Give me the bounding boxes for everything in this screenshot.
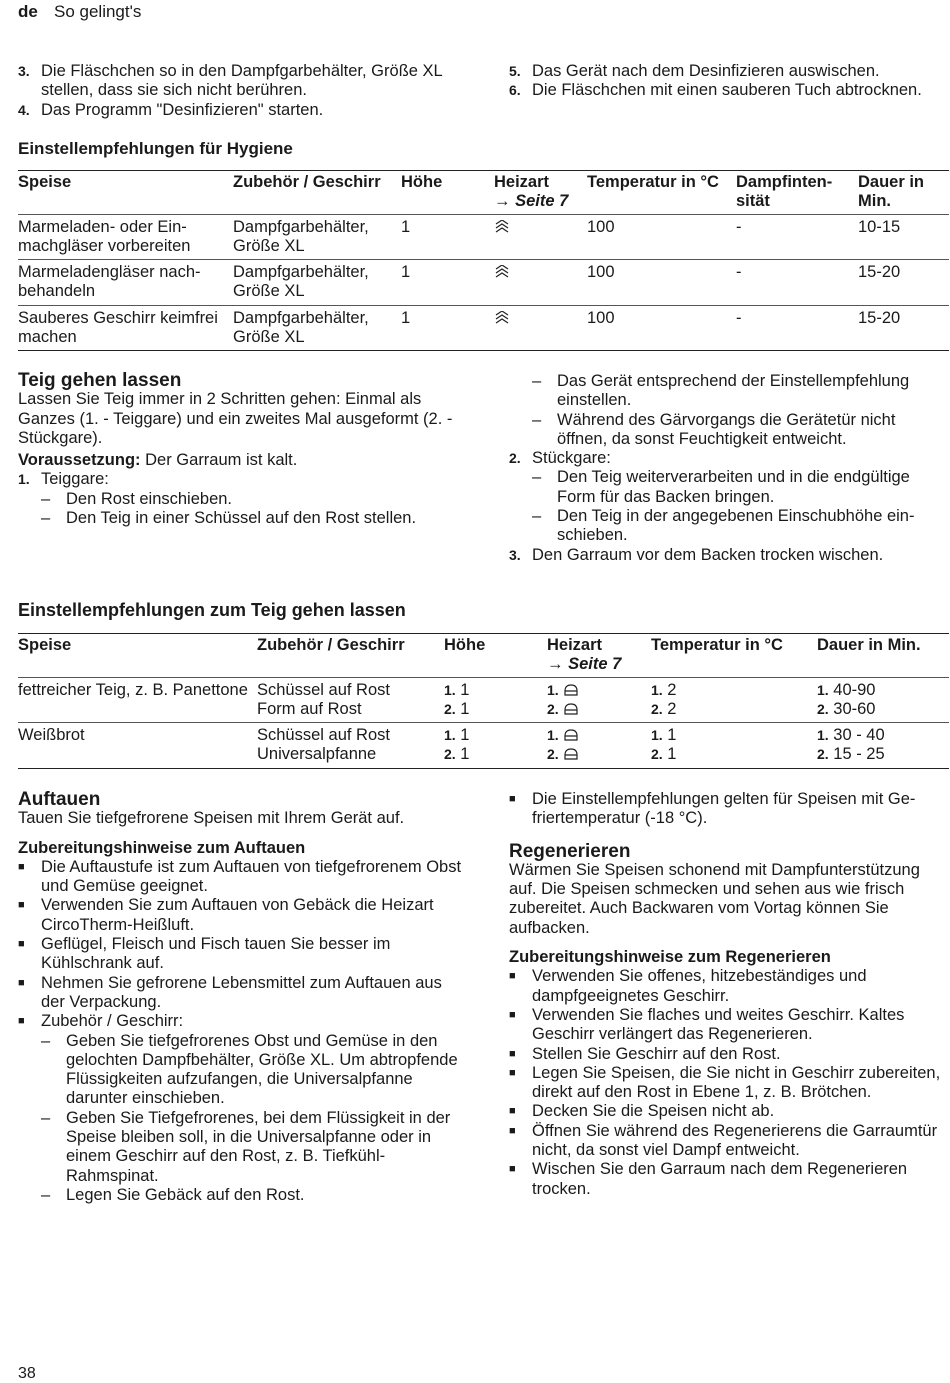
col-temperatur: Temperatur in °C [587,173,719,191]
table-header-row [18,171,949,215]
cell-value: 40-90 [833,680,876,699]
cell-dauer [817,677,949,723]
cell-heizart [494,305,587,351]
cell-hoehe: 1 [401,260,494,306]
cell-dauer [817,723,949,769]
cell-value: 1 [460,680,470,699]
level-number: 1. [817,681,829,698]
substep-text: Den Rost einschieben. [66,489,233,508]
col-speise: Speise [18,636,72,654]
step-number: 4. [18,101,30,118]
cell-line [444,681,547,700]
bullet-text: Stellen Sie Geschirr auf den Rost. [532,1044,781,1063]
cell-line [817,700,949,719]
bullet-item: ■ Verwenden Sie offenes, hitzebeständiges und dampfgeeignetes Geschirr. [509,967,867,1005]
cell-line: Universalpfanne [257,745,377,764]
col-hoehe: Höhe [401,173,443,191]
bullet-text: Verwenden Sie flaches und weites Geschirr. Kaltes Geschirr verlängert das Regenerieren. [532,1005,905,1044]
level-number: 2. [651,700,663,717]
col-dauer: Dauer in Min. [858,173,925,211]
cell-dampf: - [736,260,858,306]
teig-section-right [509,372,944,565]
cell-heizart [547,723,651,769]
table-row [18,677,949,723]
bullet-item: ■ Die Auftaustufe ist zum Auftauen von tiefgefrorenem Obst und Gemüse geeignet. [18,857,462,896]
bullet-text: Nehmen Sie gefrorene Lebensmittel zum Auftauen aus der Verpackung. [41,973,442,1011]
steps-top-left [18,62,463,120]
level-number: 2. [444,700,456,717]
level-number: 2. [547,746,559,763]
substep-item: – Den Rost einschieben. [41,489,233,508]
cell-speise: Marmeladen- oder Einmachgläser vorbereiten [18,214,233,260]
step-number: 3. [18,63,30,79]
col-heizart [494,171,587,215]
substep-text: Geben Sie Tiefgefrorenes, bei dem Flüssigkeit in der Speise bleiben soll, in die Universalpfanne oder in einem Geschirr auf den Rost, z. B. Tiefkühl-Rahmspinat. [66,1108,451,1185]
step-text: Das Gerät nach dem Desinfizieren auswischen. [532,62,880,80]
substep-item: – Den Teig in einer Schüssel auf den Rost stellen. [41,509,417,528]
level-number: 1. [651,727,663,744]
page-number: 38 [18,1365,36,1382]
step-number: 3. [509,546,521,563]
steps-top-right [509,62,934,101]
cell-line [444,745,547,764]
cell-line [651,726,817,745]
substep-text: Das Gerät entsprechend der Einstellempfehlung einstellen. [557,372,910,410]
bullet-item: ■ Die Einstellempfehlungen gelten für Speisen mit Gefriertemperatur (-18 °C). [509,790,916,828]
col-dauer: Dauer in Min. [817,636,921,654]
steam-icon [494,265,510,279]
step-text: Teiggare: [41,470,109,489]
regen-intro: Wärmen Sie Speisen schonend mit Dampfunterstützung auf. Die Speisen schmecken und sehen aus wie frisch zubereitet. Auch Backwaren vom Vortag können Sie aufbacken. [509,860,920,937]
step-item [18,101,463,120]
bullet-item: ■ Verwenden Sie flaches und weites Geschirr. Kaltes Geschirr verlängert das Regenerieren. [509,1005,905,1044]
cell-value: 30 - 40 [833,726,885,745]
substep-text: Legen Sie Gebäck auf den Rost. [66,1185,305,1204]
level-number: 2. [817,700,829,717]
step-item [18,62,463,101]
cell-heizart [547,677,651,723]
bullet-text: Verwenden Sie offenes, hitzebeständiges und dampfgeeignetes Geschirr. [532,967,867,1005]
bullet-text: Legen Sie Speisen, die Sie nicht in Geschirr zubereiten, direkt auf den Rost in Ebene 1, z. B. Brötchen. [532,1063,941,1102]
cell-value: 2 [667,699,677,718]
cell-line [547,745,651,764]
bullet-text: Öffnen Sie während des Regenerierens die Garraumtür nicht, da sonst viel Dampf entweicht. [532,1121,938,1160]
level-number: 2. [547,700,559,717]
bullet-item: ■ Öffnen Sie während des Regenerierens die Garraumtür nicht, da sonst viel Dampf entweicht. [509,1121,938,1160]
teig-section-left [18,371,463,528]
level-number: 2. [651,746,663,763]
auftauen-intro: Tauen Sie tiefgefrorene Speisen mit Ihrem Gerät auf. [18,809,405,828]
cell-line [817,745,949,764]
cell-value: 1 [460,726,470,745]
step-number: 6. [509,82,521,99]
step-text: Das Programm "Desinfizieren" starten. [41,100,324,119]
step-text: Die Fläschchen mit einen sauberen Tuch abtrocknen. [532,81,922,100]
cell-value: 1 [667,726,677,745]
proofing-icon [563,728,579,742]
regen-subtitle: Zubereitungshinweise zum Regenerieren [509,948,831,967]
steam-icon [494,220,510,234]
substep-text: Den Teig in der angegebenen Einschubhöhe einschieben. [557,507,915,545]
col-hoehe: Höhe [444,636,486,654]
cell-value: 15 - 25 [833,745,885,764]
level-number: 1. [547,681,559,698]
table-header-row [18,634,949,678]
cell-line [817,681,949,700]
cell-line [817,726,949,745]
regen-title: Regenerieren [509,840,631,862]
steam-icon [494,311,510,325]
voraussetzung [18,451,463,470]
substep-text: Den Teig weiterverarbeiten und in die endgültige Form für das Backen bringen. [557,468,910,506]
regenerieren-section [509,790,944,1199]
cell-temperatur: 100 [587,214,736,260]
bullet-text: Die Auftaustufe ist zum Auftauen von tiefgefrorenem Obst und Gemüse geeignet. [41,857,462,896]
voraussetzung-text: Der Garraum ist kalt. [140,451,298,470]
cell-hoehe: 1 [401,214,494,260]
cell-line [547,726,651,745]
bullet-text: Decken Sie die Speisen nicht ab. [532,1102,775,1121]
proofing-icon [563,683,579,697]
cell-value: 30-60 [833,699,876,718]
level-number: 1. [444,727,456,744]
cell-line [547,700,651,719]
substep-item: – Legen Sie Gebäck auf den Rost. [41,1185,305,1204]
cell-zubehoer: Dampfgarbehälter, Größe XL [233,305,401,351]
cell-line [444,726,547,745]
cell-value: 1 [667,745,677,764]
bullet-text: Die Einstellempfehlungen gelten für Speisen mit Gefriertemperatur (-18 °C). [532,790,916,828]
auftauen-subtitle: Zubereitungshinweise zum Auftauen [18,838,306,857]
cell-line [651,700,817,719]
cell-zubehoer: Dampfgarbehälter, Größe XL [233,214,401,260]
step-item [509,449,944,468]
step-item [509,62,934,81]
cell-temperatur: 100 [587,305,736,351]
step-text: Die Fläschchen so in den Dampfgarbehälter, Größe XL stellen, dass sie sich nicht berühren. [41,62,443,100]
bullet-text: Zubehör / Geschirr: [41,1012,184,1031]
step-item [18,470,463,489]
cell-dauer: 10-15 [858,214,949,260]
page-reference: → Seite 7 [547,655,622,674]
cell-line: Form auf Rost [257,699,362,718]
bullet-item: ■ Wischen Sie den Garraum nach dem Regenerieren trocken. [509,1160,908,1198]
cell-hoehe: 1 [401,305,494,351]
cell-hoehe [444,677,547,723]
substep-text: Den Teig in einer Schüssel auf den Rost stellen. [66,509,417,528]
cell-dampf: - [736,305,858,351]
cell-heizart [494,214,587,260]
cell-zubehoer [257,677,444,723]
cell-zubehoer [257,723,444,769]
proofing-icon [563,747,579,761]
cell-line [444,700,547,719]
table-row [18,214,949,260]
cell-speise: Sauberes Geschirr keimfrei machen [18,305,233,351]
level-number: 2. [444,746,456,763]
heizart-label: Heizart [494,173,550,191]
col-temperatur: Temperatur in °C [651,636,783,654]
substep-item: – Den Teig in der angegebenen Einschubhöhe einschieben. [532,507,915,545]
teig-title: Teig gehen lassen [18,370,182,391]
level-number: 1. [651,681,663,698]
substep-text: Während des Gärvorgangs die Gerätetür nicht öffnen, da sonst Feuchtigkeit entweicht. [557,410,896,448]
cell-temperatur [651,677,817,723]
page-reference: → Seite 7 [494,192,569,211]
substep-item: – Geben Sie Tiefgefrorenes, bei dem Flüssigkeit in der Speise bleiben soll, in die Universalpfanne oder in einem Geschirr auf den Rost, z. B. Tiefkühl-Rahmspinat. [41,1108,451,1185]
col-zubehoer: Zubehör / Geschirr [257,636,405,654]
bullet-item: ■ Legen Sie Speisen, die Sie nicht in Geschirr zubereiten, direkt auf den Rost in Ebene 1, z. B. Brötchen. [509,1063,941,1102]
bullet-text: Verwenden Sie zum Auftauen von Gebäck die Heizart CircoTherm-Heißluft. [41,896,434,934]
step-number: 5. [509,63,521,79]
col-dampfintensitaet: Dampfintensität [736,173,833,211]
bullet-text: Geflügel, Fleisch und Fisch tauen Sie besser im Kühlschrank auf. [41,935,391,973]
proofing-icon [563,702,579,716]
cell-line [547,681,651,700]
teig-table [18,633,949,769]
cell-line: Schüssel auf Rost [257,726,390,745]
cell-temperatur: 100 [587,260,736,306]
bullet-item: ■ Stellen Sie Geschirr auf den Rost. [509,1044,781,1063]
cell-speise: Marmeladengläser nachbehandeln [18,260,233,306]
heizart-label: Heizart [547,636,603,654]
level-number: 1. [817,727,829,744]
cell-value: 2 [667,680,677,699]
hygiene-table [18,170,949,351]
step-item [509,81,934,100]
table-row [18,260,949,306]
step-number: 1. [18,471,30,488]
step-number: 2. [509,450,521,467]
cell-line [651,745,817,764]
substep-item: – Während des Gärvorgangs die Gerätetür nicht öffnen, da sonst Feuchtigkeit entweicht. [532,410,896,448]
language-code: de [18,2,38,21]
step-text: Stückgare: [532,449,611,468]
cell-dauer: 15-20 [858,305,949,351]
cell-heizart [494,260,587,306]
level-number: 1. [547,727,559,744]
substep-item: – Den Teig weiterverarbeiten und in die endgültige Form für das Backen bringen. [532,468,910,506]
table-row [18,305,949,351]
bullet-text: Wischen Sie den Garraum nach dem Regenerieren trocken. [532,1160,908,1198]
bullet-item: ■ Verwenden Sie zum Auftauen von Gebäck die Heizart CircoTherm-Heißluft. [18,896,434,934]
cell-dauer: 15-20 [858,260,949,306]
cell-zubehoer: Dampfgarbehälter, Größe XL [233,260,401,306]
cell-value: 1 [460,699,470,718]
cell-line: Schüssel auf Rost [257,680,390,699]
auftauen-section [18,790,463,1205]
teig-intro: Lassen Sie Teig immer in 2 Schritten gehen: Einmal als Ganzes (1. - Teiggare) und ein zweites Mal ausgeformt (2. - Stückgare). [18,390,453,447]
hygiene-title: Einstellempfehlungen für Hygiene [18,139,293,158]
bullet-item: ■ Geflügel, Fleisch und Fisch tauen Sie besser im Kühlschrank auf. [18,935,391,973]
substep-item: – Das Gerät entsprechend der Einstellempfehlung einstellen. [532,372,910,410]
cell-hoehe [444,723,547,769]
cell-value: 1 [460,745,470,764]
bullet-item: ■ Zubehör / Geschirr: [18,1012,184,1031]
cell-dampf: - [736,214,858,260]
col-heizart [547,634,651,678]
bullet-item: ■ Decken Sie die Speisen nicht ab. [509,1102,775,1121]
substep-item: – Geben Sie tiefgefrorenes Obst und Gemüse in den gelochten Dampfbehälter, Größe XL. Um abtropfende Flüssigkeiten aufzufangen, die Universalpfanne darunter einschieben. [41,1031,458,1108]
step-item [509,546,944,565]
cell-speise: Weißbrot [18,723,257,769]
col-zubehoer: Zubehör / Geschirr [233,173,381,191]
bullet-item: ■ Nehmen Sie gefrorene Lebensmittel zum Auftauen aus der Verpackung. [18,973,442,1011]
level-number: 2. [817,746,829,763]
col-speise: Speise [18,173,72,191]
level-number: 1. [444,681,456,698]
substep-text: Geben Sie tiefgefrorenes Obst und Gemüse in den gelochten Dampfbehälter, Größe XL. Um abtropfende Flüssigkeiten aufzufangen, die Universalpfanne darunter einschieben. [66,1031,458,1108]
table-row [18,723,949,769]
voraussetzung-label: Voraussetzung: [18,451,141,470]
teigtable-title: Einstellempfehlungen zum Teig gehen lassen [18,600,406,620]
step-text: Den Garraum vor dem Backen trocken wischen. [532,545,884,564]
cell-speise: fettreicher Teig, z. B. Panettone [18,677,257,723]
cell-temperatur [651,723,817,769]
cell-line [651,681,817,700]
section-header: So gelingt's [54,2,142,21]
auftauen-title: Auftauen [18,789,101,810]
